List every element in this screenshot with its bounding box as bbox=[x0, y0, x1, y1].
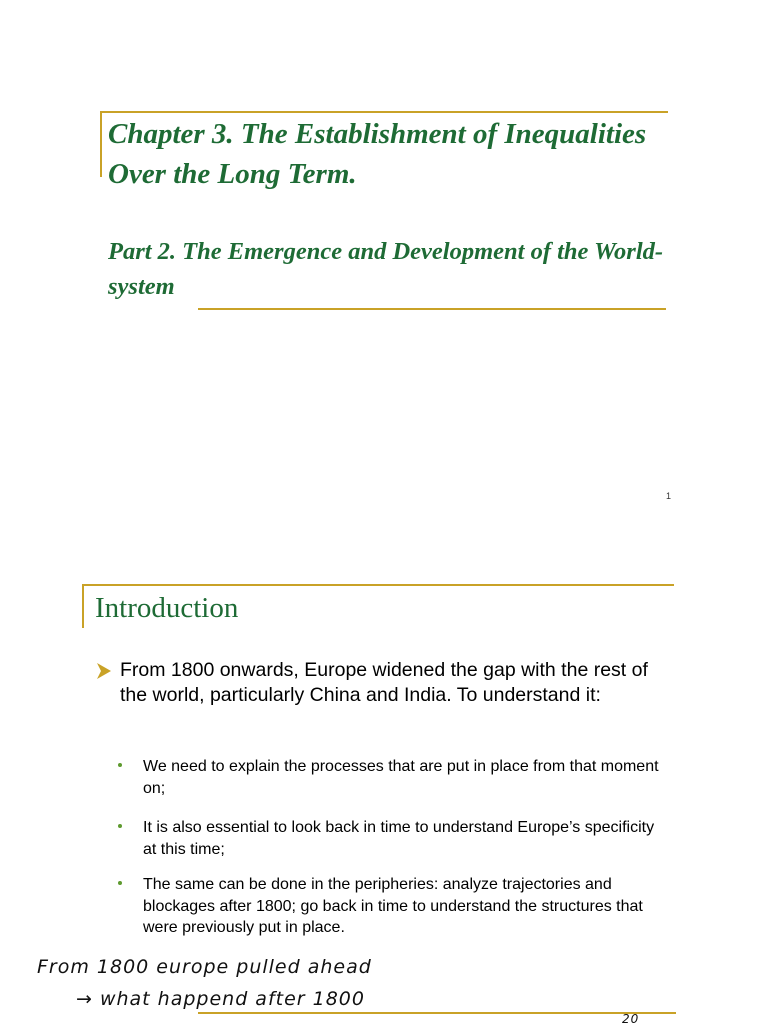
handwritten-page-number: 20 bbox=[622, 1012, 640, 1026]
page-number: 1 bbox=[666, 491, 672, 501]
arrow-bullet-icon bbox=[96, 662, 112, 680]
sub-bullet-text: The same can be done in the peripheries: analyze trajectories and blockages after 1800; go back in time to understand the structures that were previously put in place. bbox=[143, 876, 643, 936]
handwritten-note: → what happend after 1800 bbox=[76, 988, 365, 1010]
bullet-dot-icon bbox=[118, 763, 122, 767]
slide-bottom-rule bbox=[198, 1012, 676, 1014]
part-title: Part 2. The Emergence and Development of the World-system bbox=[108, 238, 664, 300]
introduction-slide bbox=[0, 540, 768, 1024]
sub-bullet-text: It is also essential to look back in time to understand Europe’s specificity at this time; bbox=[143, 819, 655, 858]
heading-left-rule bbox=[82, 584, 84, 628]
title-bottom-rule bbox=[198, 308, 666, 310]
heading-top-rule bbox=[82, 584, 674, 586]
main-bullet-text: From 1800 onwards, Europe widened the gap with the rest of the world, particularly China and India. To understand it: bbox=[120, 659, 648, 706]
chapter-title: Chapter 3. The Establishment of Inequalities Over the Long Term. bbox=[108, 118, 647, 190]
title-left-rule bbox=[100, 111, 102, 177]
section-heading: Introduction bbox=[95, 592, 239, 624]
bullet-dot-icon bbox=[118, 881, 122, 885]
handwritten-note: From 1800 europe pulled ahead bbox=[37, 956, 372, 978]
sub-bullet-text: We need to explain the processes that are put in place from that moment on; bbox=[143, 758, 659, 797]
title-top-rule bbox=[100, 111, 668, 113]
bullet-dot-icon bbox=[118, 824, 122, 828]
